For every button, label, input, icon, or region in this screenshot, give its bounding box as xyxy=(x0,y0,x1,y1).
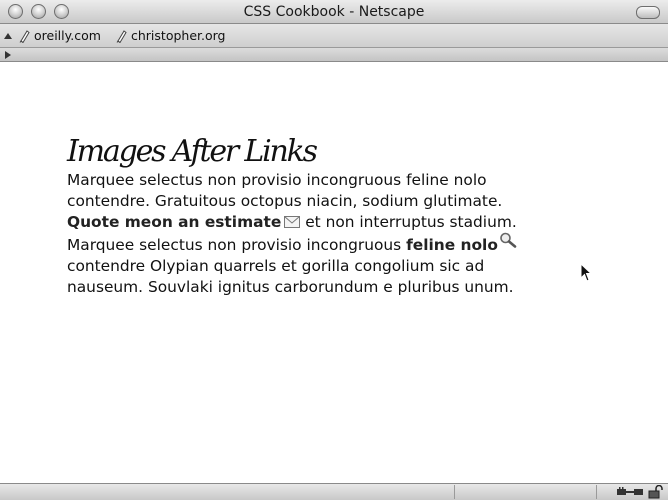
line-4 xyxy=(67,232,607,256)
magnifier-icon xyxy=(499,232,517,248)
navigation-bar xyxy=(0,48,668,62)
status-bar xyxy=(0,483,668,500)
toolbar-toggle-button[interactable] xyxy=(636,6,660,19)
bookmark-icon xyxy=(18,30,31,43)
feline-nolo-link[interactable]: feline nolo xyxy=(406,236,498,255)
page-content xyxy=(67,134,607,298)
status-icons xyxy=(616,484,664,500)
window-title: CSS Cookbook - Netscape xyxy=(243,4,425,20)
page-heading: Images After Links xyxy=(67,134,316,169)
line-3 xyxy=(67,212,607,233)
quote-estimate-link[interactable]: Quote meon an estimate xyxy=(67,212,282,231)
title-bar xyxy=(0,0,668,24)
bookmarks-bar xyxy=(0,24,668,48)
line-1: Marquee selectus non provisio incongruous feline nolo xyxy=(67,171,487,189)
connection-icon xyxy=(616,486,644,498)
envelope-icon xyxy=(284,216,300,228)
bookmark-label: christopher.org xyxy=(131,28,226,43)
line-6: nauseum. Souvlaki ignitus carborundum e pluribus unum. xyxy=(67,277,514,296)
line-5: contendre Olypian quarrels et gorilla congolium sic ad xyxy=(67,257,485,276)
bookmark-oreilly[interactable] xyxy=(18,28,101,44)
collapse-toolbar-icon[interactable] xyxy=(4,33,12,39)
status-divider xyxy=(454,485,455,499)
line-4-start: Marquee selectus non provisio incongruous xyxy=(67,236,407,255)
line-2: contendre. Gratuitous octopus niacin, sodium glutimate. xyxy=(67,191,503,210)
bookmark-christopher[interactable] xyxy=(115,28,225,44)
bookmark-icon xyxy=(115,30,128,43)
lock-icon[interactable] xyxy=(648,485,664,499)
bookmark-label: oreilly.com xyxy=(34,28,101,43)
status-divider xyxy=(596,485,597,499)
expand-toolbar-icon[interactable] xyxy=(5,51,11,59)
mouse-cursor-icon xyxy=(580,263,592,283)
line-3-rest: et non interruptus stadium. xyxy=(300,212,517,231)
